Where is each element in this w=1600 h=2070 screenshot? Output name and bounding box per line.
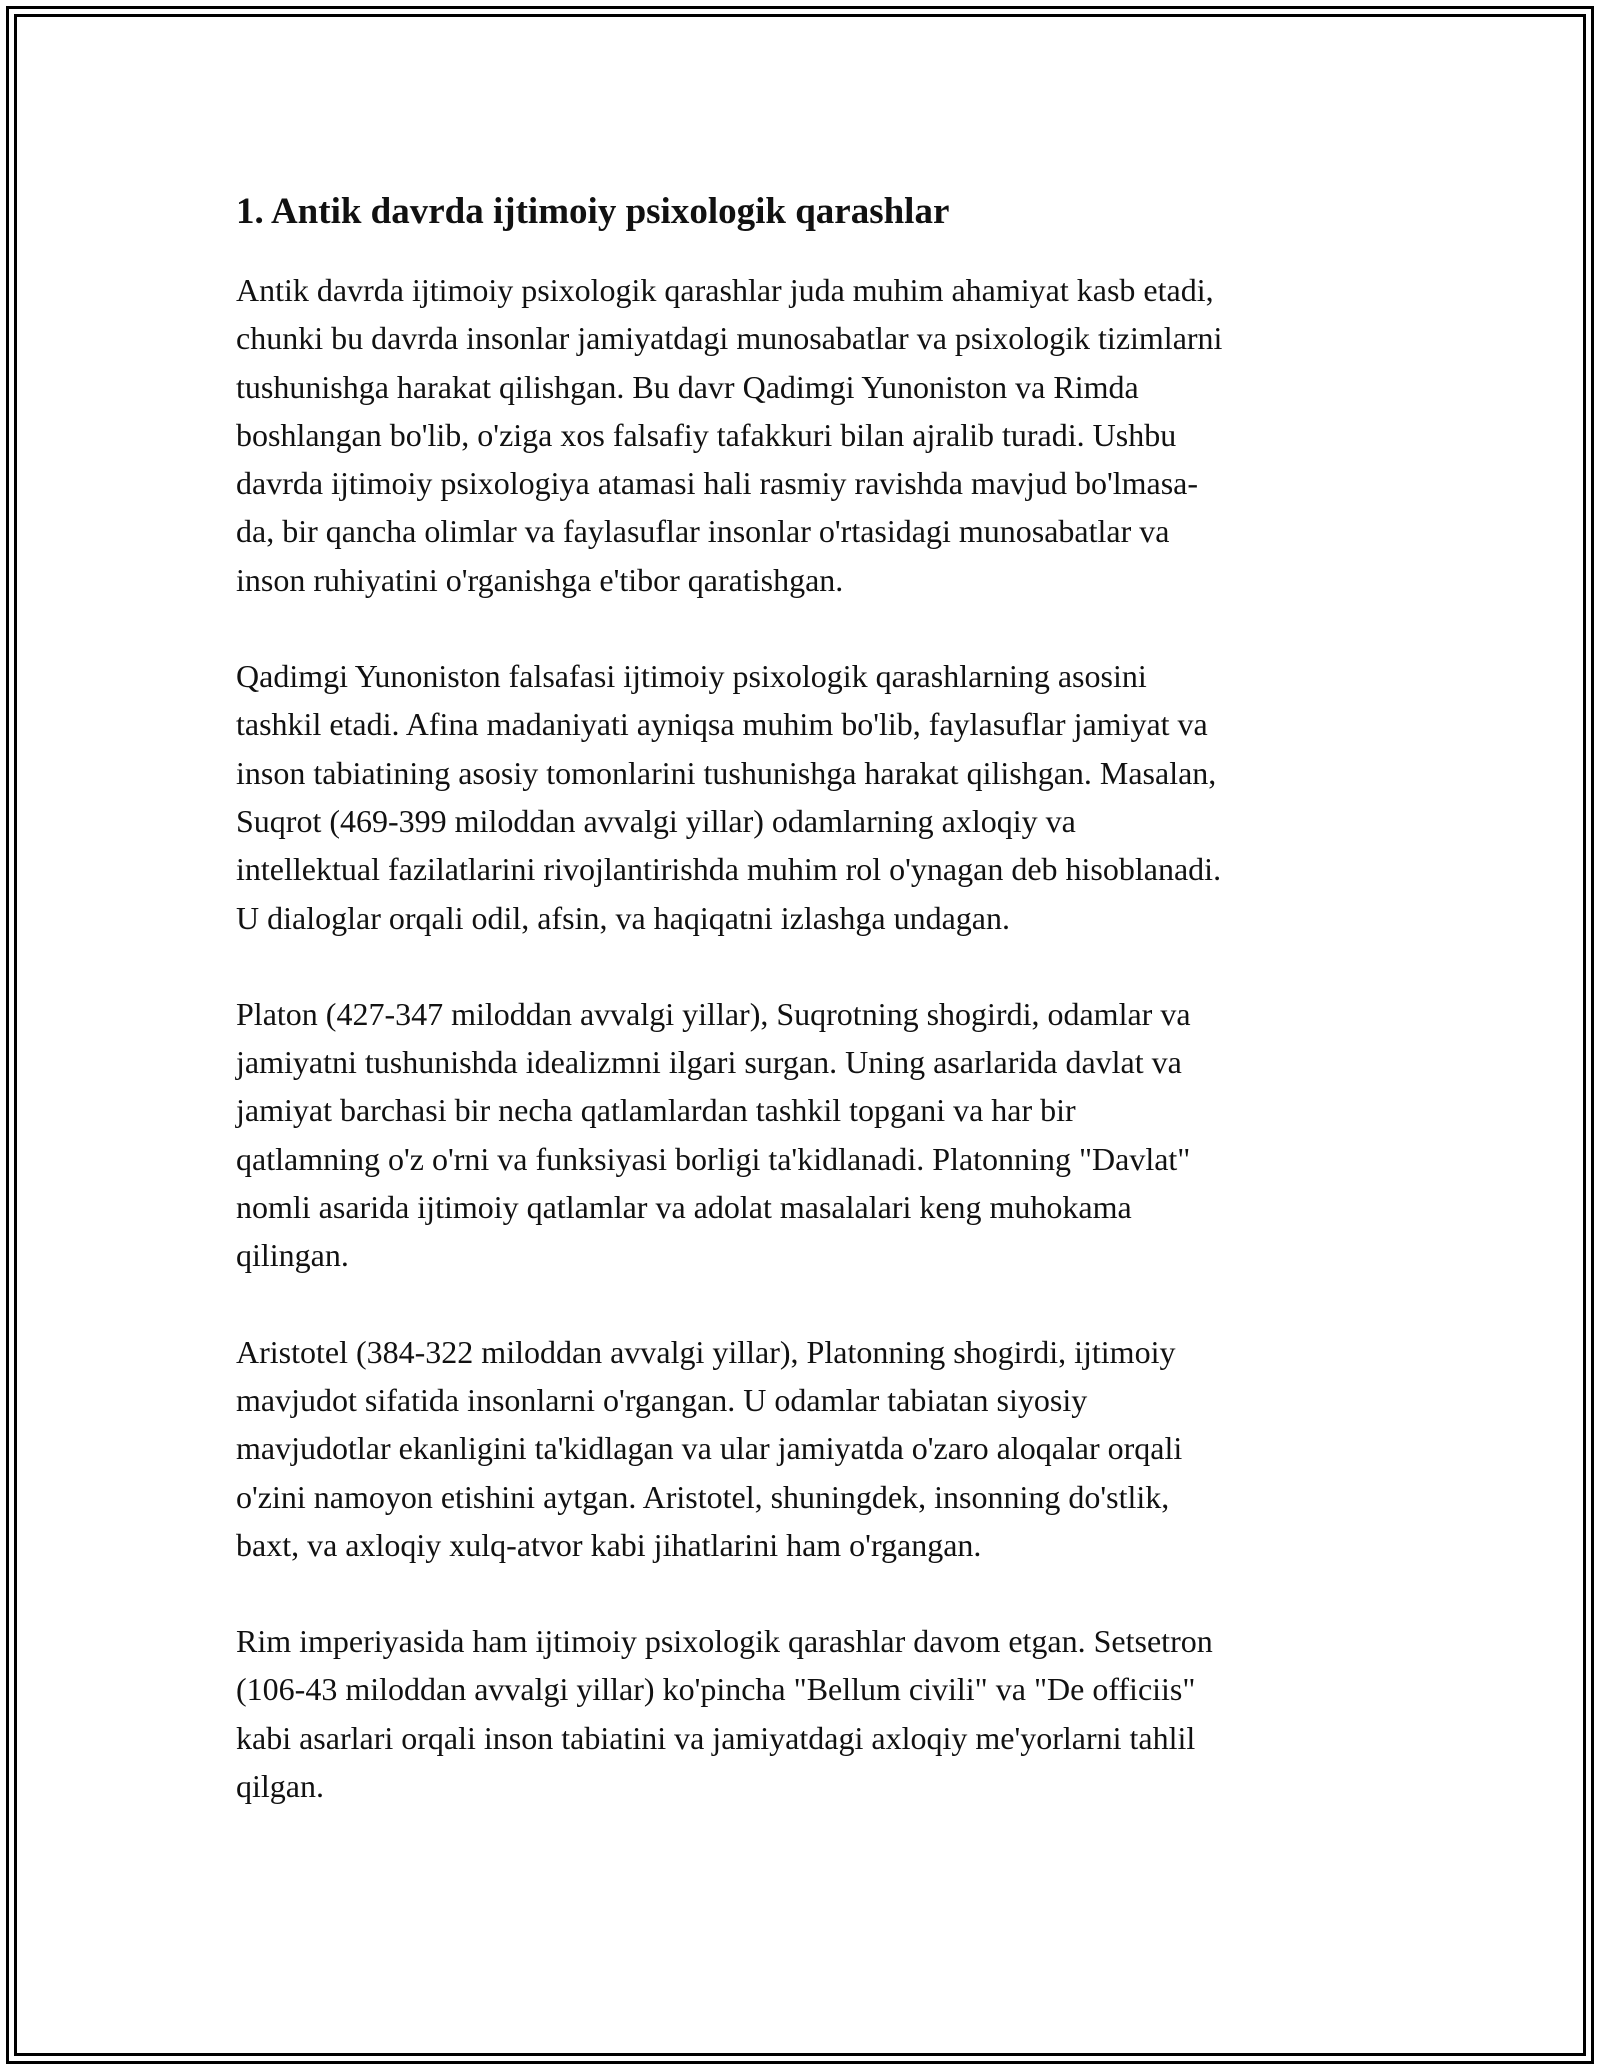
paragraph bbox=[236, 1617, 1376, 1810]
paragraph-line: Qadimgi Yunoniston falsafasi ijtimoiy psixologik qarashlarning asosini bbox=[236, 658, 1147, 695]
paragraph-line: Suqrot (469-399 miloddan avvalgi yillar) odamlarning axloqiy va bbox=[236, 802, 1076, 839]
paragraph-line: Rim imperiyasida ham ijtimoiy psixologik qarashlar davom etgan. Setsetron bbox=[236, 1623, 1213, 1660]
paragraph-line: Antik davrda ijtimoiy psixologik qarashlar juda muhim ahamiyat kasb etadi, bbox=[236, 272, 1214, 308]
paragraph-line: kabi asarlari orqali inson tabiatini va jamiyatdagi axloqiy me'yorlarni tahlil bbox=[236, 1719, 1196, 1756]
paragraph-line: U dialoglar orqali odil, afsin, va haqiqatni izlashga undagan. bbox=[236, 899, 1010, 936]
paragraph-line: Aristotel (384-322 miloddan avvalgi yillar), Platonning shogirdi, ijtimoiy bbox=[236, 1333, 1176, 1370]
document-body bbox=[236, 186, 1376, 1858]
paragraph-line: chunki bu davrda insonlar jamiyatdagi munosabatlar va psixologik tizimlarni bbox=[236, 320, 1223, 357]
paragraph-line: jamiyatni tushunishda idealizmni ilgari surgan. Uning asarlarida davlat va bbox=[236, 1044, 1182, 1081]
paragraph-line: inson tabiatining asosiy tomonlarini tushunishga harakat qilishgan. Masalan, bbox=[236, 754, 1217, 791]
paragraph-line: davrda ijtimoiy psixologiya atamasi hali rasmiy ravishda mavjud bo'lmasa- bbox=[236, 465, 1198, 502]
paragraph-line: inson ruhiyatini o'rganishga e'tibor qaratishgan. bbox=[236, 561, 844, 598]
paragraph-line: tushunishga harakat qilishgan. Bu davr Qadimgi Yunoniston va Rimda bbox=[236, 368, 1139, 405]
paragraph-line: da, bir qancha olimlar va faylasuflar insonlar o'rtasidagi munosabatlar va bbox=[236, 513, 1170, 550]
paragraph-line: tashkil etadi. Afina madaniyati ayniqsa muhim bo'lib, faylasuflar jamiyat va bbox=[236, 706, 1208, 743]
paragraph-line: Platon (427-347 miloddan avvalgi yillar), Suqrotning shogirdi, odamlar va bbox=[236, 995, 1191, 1032]
paragraph bbox=[236, 652, 1376, 942]
paragraph bbox=[236, 1328, 1376, 1569]
paragraph-line: jamiyat barchasi bir necha qatlamlardan tashkil topgani va har bir bbox=[236, 1092, 1076, 1129]
paragraph-line: qilingan. bbox=[236, 1237, 349, 1274]
paragraph-line: baxt, va axloqiy xulq-atvor kabi jihatlarini ham o'rgangan. bbox=[236, 1526, 982, 1563]
paragraph-line: (106-43 miloddan avvalgi yillar) ko'pincha "Bellum civili" va "De officiis" bbox=[236, 1671, 1196, 1708]
paragraph-line: mavjudot sifatida insonlarni o'rgangan. U odamlar tabiatan siyosiy bbox=[236, 1381, 1088, 1418]
paragraph-line: intellektual fazilatlarini rivojlantirishda muhim rol o'ynagan deb hisoblanadi. bbox=[236, 851, 1222, 888]
section-heading: 1. Antik davrda ijtimoiy psixologik qarashlar bbox=[236, 191, 950, 232]
paragraph-line: boshlangan bo'lib, o'ziga xos falsafiy tafakkuri bilan ajralib turadi. Ushbu bbox=[236, 416, 1177, 453]
paragraph bbox=[236, 266, 1376, 604]
paragraph bbox=[236, 990, 1376, 1280]
paragraph-line: nomli asarida ijtimoiy qatlamlar va adolat masalalari keng muhokama bbox=[236, 1189, 1132, 1226]
paragraph-line: qilgan. bbox=[236, 1768, 324, 1805]
paragraph-list bbox=[236, 266, 1376, 1810]
paragraph-line: qatlamning o'z o'rni va funksiyasi borligi ta'kidlanadi. Platonning "Davlat" bbox=[236, 1140, 1191, 1177]
paragraph-line: o'zini namoyon etishini aytgan. Aristotel, shuningdek, insonning do'stlik, bbox=[236, 1478, 1170, 1515]
paragraph-line: mavjudotlar ekanligini ta'kidlagan va ular jamiyatda o'zaro aloqalar orqali bbox=[236, 1430, 1183, 1467]
